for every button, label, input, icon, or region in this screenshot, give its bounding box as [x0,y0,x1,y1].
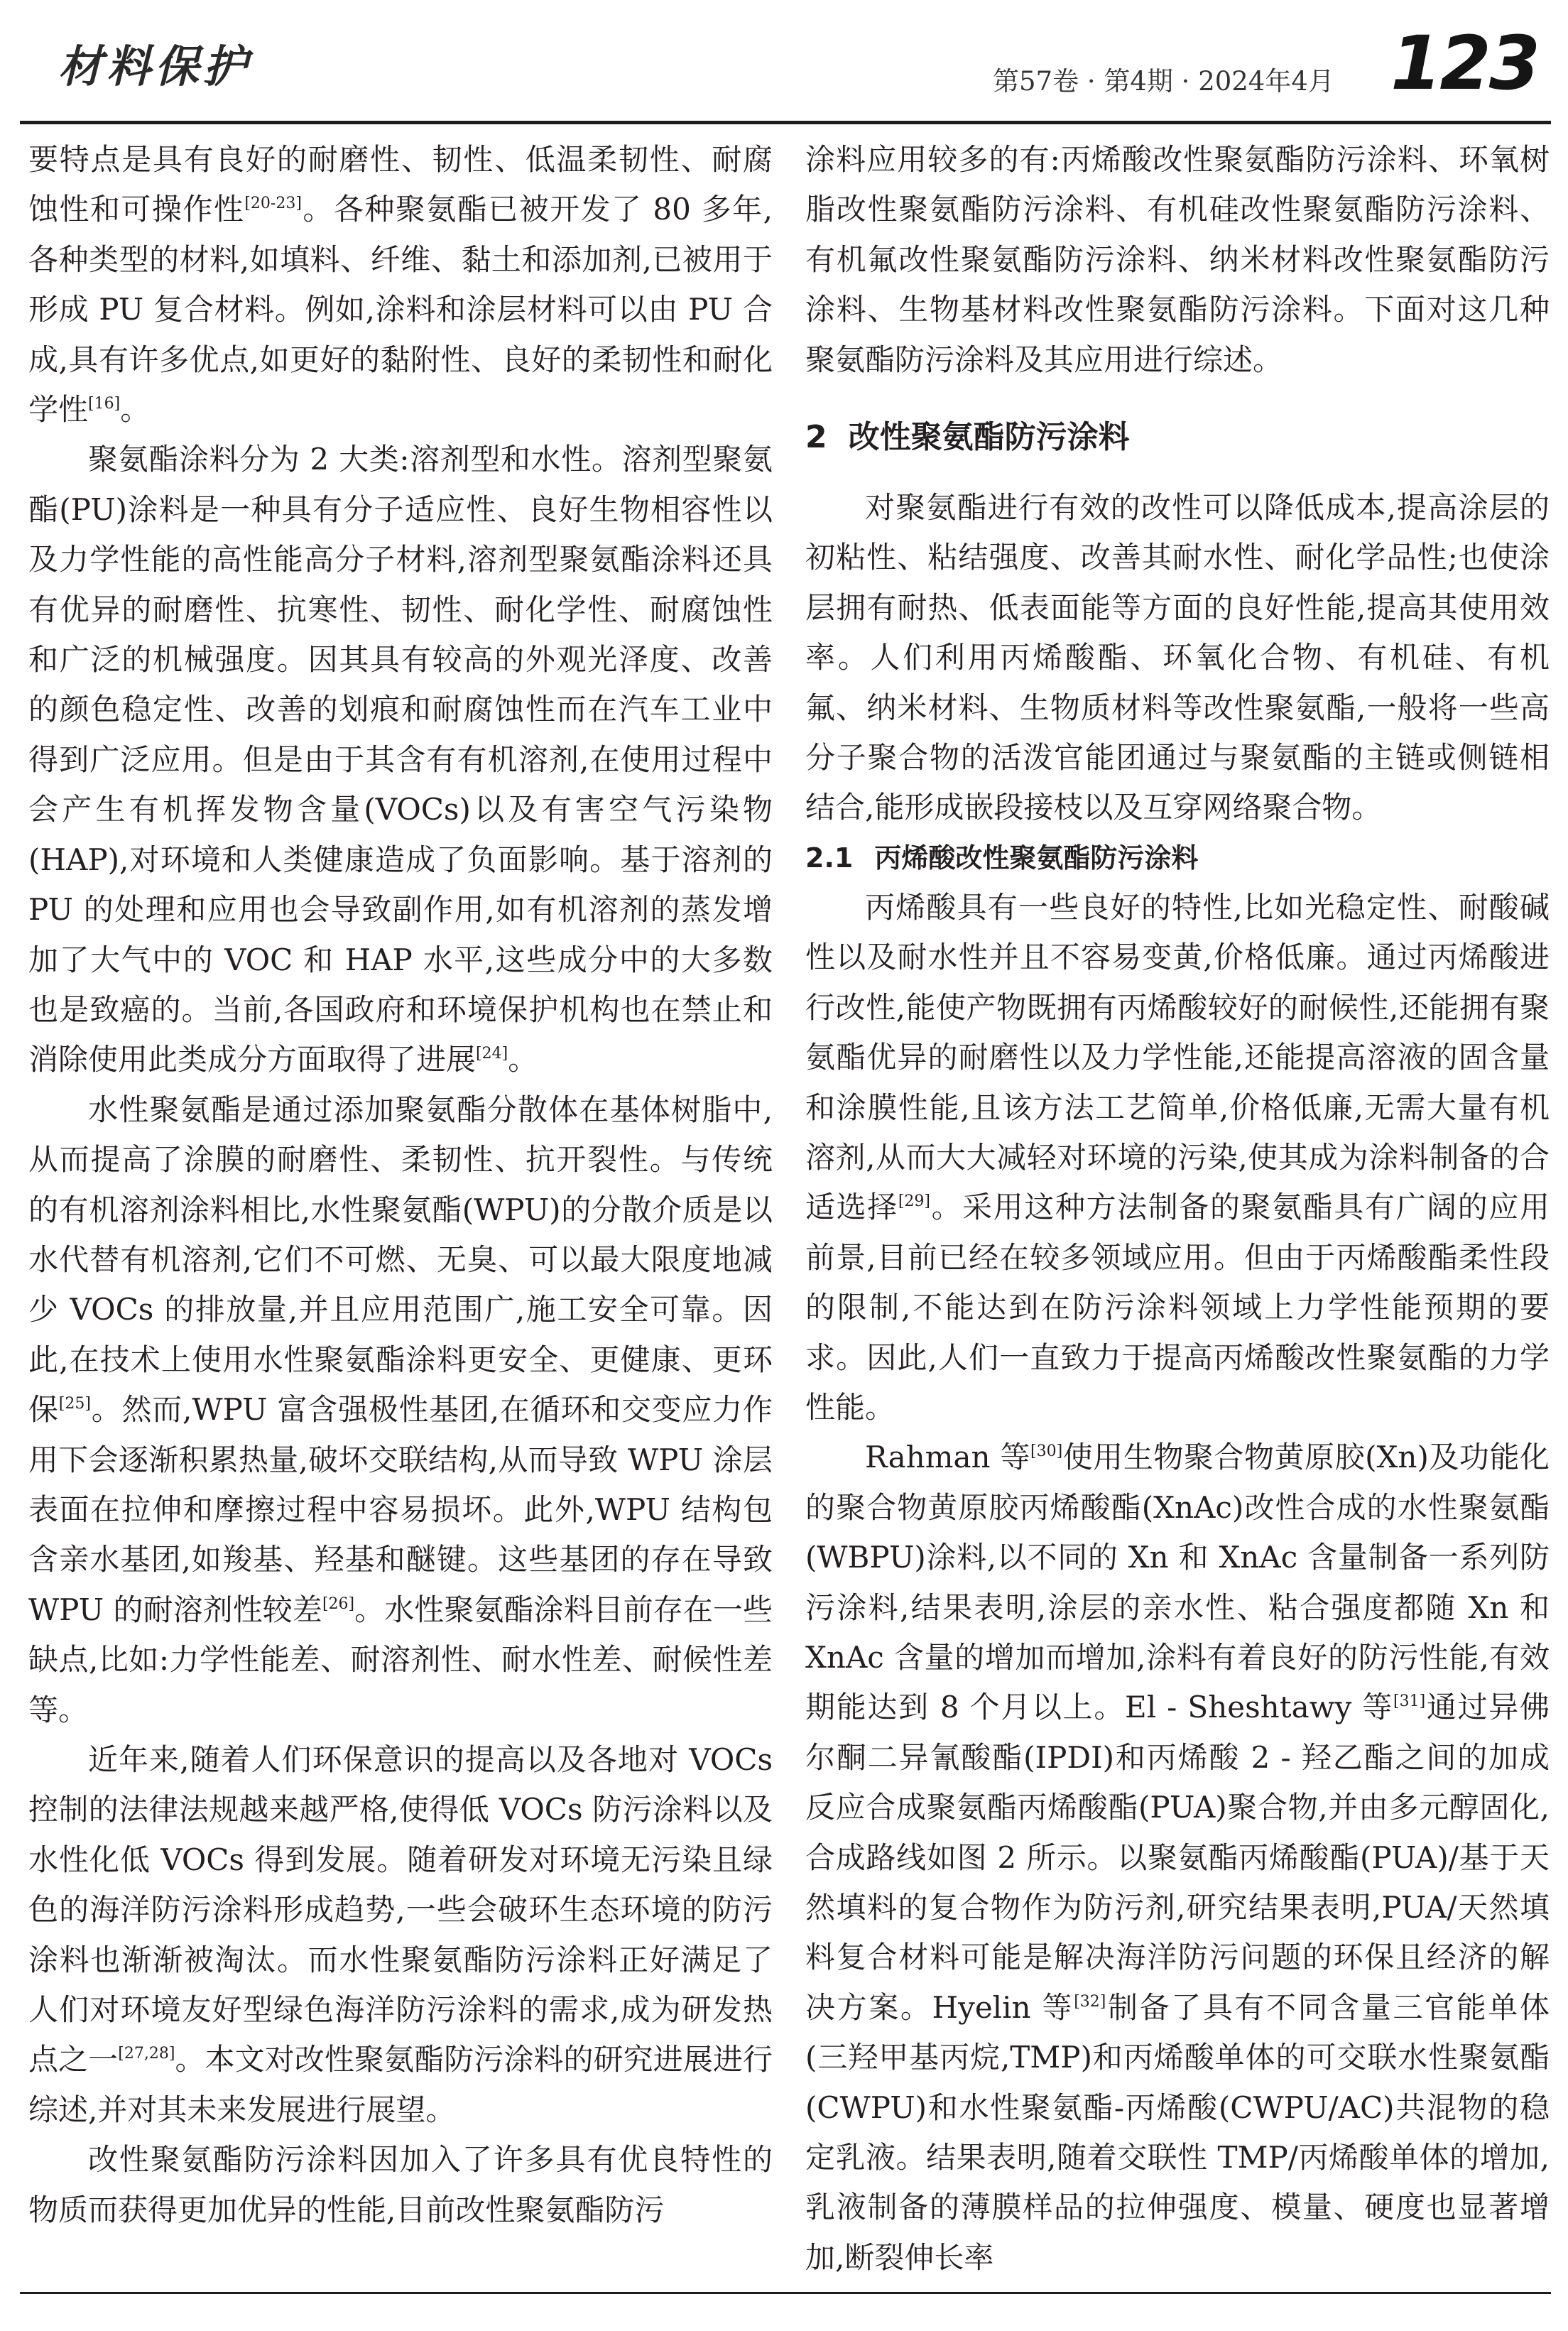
text-run: 通过异佛尔酮二异氰酸酯(IPDI)和丙烯酸 2 - 羟乙酯之间的加成反应合成聚氨酯丙烯酸酯(PUA)聚合物,并由多元醇固化,合成路线如图 2 所示。以聚氨酯丙烯酸酯(PUA)/基于天然填料的复合物作为防污剂,研究结果表明,PUA/天然填料复合材料可能是解决海洋防污问题的环保且经济的解决方案。Hyelin 等 [805,1690,1550,2025]
section-heading [805,416,1550,459]
text-run: 。各种聚氨酯已被开发了 80 多年,各种类型的材料,如填料、纤维、黏土和添加剂,已被用于形成 PU 复合材料。例如,涂料和涂层材料可以由 PU 合成,具有许多优点,如更好的黏附性、良好的柔韧性和耐化学性 [28,192,773,428]
text-run: 丙烯酸具有一些良好的特性,比如光稳定性、耐酸碱性以及耐水性并且不容易变黄,价格低廉。通过丙烯酸进行改性,能使产物既拥有丙烯酸较好的耐候性,还能拥有聚氨酯优异的耐磨性以及力学性能,还能提高溶液的固含量和涂膜性能,且该方法工艺简单,价格低廉,无需大量有机溶剂,从而大大减轻对环境的污染,使其成为涂料制备的合适选择 [805,889,1550,1225]
header-rule [20,121,1551,124]
citation-ref: [16] [88,395,121,413]
text-run: 。 [120,392,151,428]
citation-ref: [32] [1074,1992,1106,2011]
citation-ref: [30] [1030,1442,1063,1461]
page-number: 123 [1390,20,1539,107]
body-paragraph [805,1433,1550,2280]
citation-ref: [31] [1393,1692,1426,1711]
citation-ref: [26] [322,1594,355,1613]
subsection-heading [805,833,1550,883]
page-header [0,0,1568,121]
text-run: 涂料应用较多的有:丙烯酸改性聚氨酯防污涂料、环氧树脂改性聚氨酯防污涂料、有机硅改性聚氨酯防污涂料、有机氟改性聚氨酯防污涂料、纳米材料改性聚氨酯防污涂料、生物基材料改性聚氨酯防污涂料。下面对这几种聚氨酯防污涂料及其应用进行综述。 [805,142,1550,377]
text-run: 改性聚氨酯防污涂料因加入了许多具有优良特性的物质而获得更加优异的性能,目前改性聚氨酯防污 [28,2142,773,2227]
body-paragraph [805,883,1550,1433]
body-paragraph [28,1085,773,1735]
footer-rule [20,2292,1551,2294]
text-run: Rahman 等 [865,1440,1031,1475]
issue-info: 第57卷 · 第4期 · 2024年4月 [993,66,1334,97]
citation-ref: [27,28] [118,2045,175,2063]
subsection-title: 丙烯酸改性聚氨酯防污涂料 [874,842,1199,874]
text-run: 。然而,WPU 富含强极性基团,在循环和交变应力作用下会逐渐积累热量,破坏交联结构,从而导致 WPU 涂层表面在拉伸和摩擦过程中容易损坏。此外,WPU 结构包含亲水基团,如羧基、羟基和醚键。这些基团的存在导致 WPU 的耐溶剂性较差 [28,1392,773,1627]
section-number: 2 [805,419,827,456]
body-paragraph [805,483,1550,833]
citation-ref: [24] [476,1045,508,1063]
body-paragraph [28,135,773,435]
left-column [28,135,773,2280]
text-run: 。水性聚氨酯涂料目前存在一些缺点,比如:力学性能差、耐溶剂性、耐水性差、耐候性差等。 [28,1592,773,1727]
journal-logo: 材料保护 [58,40,252,92]
text-run: 。本文对改性聚氨酯防污涂料的研究进展进行综述,并对其未来发展进行展望。 [28,2042,773,2127]
citation-ref: [20-23] [244,195,302,213]
body-paragraph [28,1735,773,2135]
right-column [805,135,1550,2280]
text-run: 对聚氨酯进行有效的改性可以降低成本,提高涂层的初粘性、粘结强度、改善其耐水性、耐化学品性;也使涂层拥有耐热、低表面能等方面的良好性能,提高其使用效率。人们利用丙烯酸酯、环氧化合物、有机硅、有机氟、纳米材料、生物质材料等改性聚氨酯,一般将一些高分子聚合物的活泼官能团通过与聚氨酯的主链或侧链相结合,能形成嵌段接枝以及互穿网络聚合物。 [805,490,1550,825]
body-paragraph [28,2135,773,2235]
text-run: 要特点是具有良好的耐磨性、韧性、低温柔韧性、耐腐蚀性和可操作性 [28,142,773,227]
subsection-number: 2.1 [805,842,854,874]
text-run: 近年来,随着人们环保意识的提高以及各地对 VOCs 控制的法律法规越来越严格,使得低 VOCs 防污涂料以及水性化低 VOCs 得到发展。随着研发对环境无污染且绿色的海洋防污涂料形成趋势,一些会破环生态环境的防污涂料也渐渐被淘汰。而水性聚氨酯防污涂料正好满足了人们对环境友好型绿色海洋防污涂料的需求,成为研发热点之一 [28,1742,773,2077]
text-run: 水性聚氨酯是通过添加聚氨酯分散体在基体树脂中,从而提高了涂膜的耐磨性、柔韧性、抗开裂性。与传统的有机溶剂涂料相比,水性聚氨酯(WPU)的分散介质是以水代替有机溶剂,它们不可燃、无臭、可以最大限度地减少 VOCs 的排放量,并且应用范围广,施工安全可靠。因此,在技术上使用水性聚氨酯涂料更安全、更健康、更环保 [28,1092,773,1428]
text-run: 。 [508,1042,538,1077]
section-title: 改性聚氨酯防污涂料 [848,419,1130,456]
body-paragraph [805,135,1550,385]
body-paragraph [28,435,773,1085]
citation-ref: [25] [58,1395,91,1413]
citation-ref: [29] [898,1192,930,1211]
text-run: 聚氨酯涂料分为 2 大类:溶剂型和水性。溶剂型聚氨酯(PU)涂料是一种具有分子适应性、良好生物相容性以及力学性能的高性能高分子材料,溶剂型聚氨酯涂料还具有优异的耐磨性、抗寒性、韧性、耐化学性、耐腐蚀性和广泛的机械强度。因其具有较高的外观光泽度、改善的颜色稳定性、改善的划痕和耐腐蚀性而在汽车工业中得到广泛应用。但是由于其含有有机溶剂,在使用过程中会产生有机挥发物含量(VOCs)以及有害空气污染物(HAP),对环境和人类健康造成了负面影响。基于溶剂的 PU 的处理和应用也会导致副作用,如有机溶剂的蒸发增加了大气中的 VOC 和 HAP 水平,这些成分中的大多数也是致癌的。当前,各国政府和环境保护机构也在禁止和消除使用此类成分方面取得了进展 [28,442,773,1077]
text-run: 。采用这种方法制备的聚氨酯具有广阔的应用前景,目前已经在较多领域应用。但由于丙烯酸酯柔性段的限制,不能达到在防污涂料领域上力学性能预期的要求。因此,人们一直致力于提高丙烯酸改性聚氨酯的力学性能。 [805,1190,1550,1425]
text-run: 制备了具有不同含量三官能单体(三羟甲基丙烷,TMP)和丙烯酸单体的可交联水性聚氨酯(CWPU)和水性聚氨酯-丙烯酸(CWPU/AC)共混物的稳定乳液。结果表明,随着交联性 TMP/丙烯酸单体的增加,乳液制备的薄膜样品的拉伸强度、模量、硬度也显著增加,断裂伸长率 [805,1989,1550,2275]
text-run: 使用生物聚合物黄原胶(Xn)及功能化的聚合物黄原胶丙烯酸酯(XnAc)改性合成的水性聚氨酯(WBPU)涂料,以不同的 Xn 和 XnAc 含量制备一系列防污涂料,结果表明,涂层的亲水性、粘合强度都随 Xn 和 XnAc 含量的增加而增加,涂料有着良好的防污性能,有效期能达到 8 个月以上。El - Sheshtawy 等 [805,1440,1550,1725]
